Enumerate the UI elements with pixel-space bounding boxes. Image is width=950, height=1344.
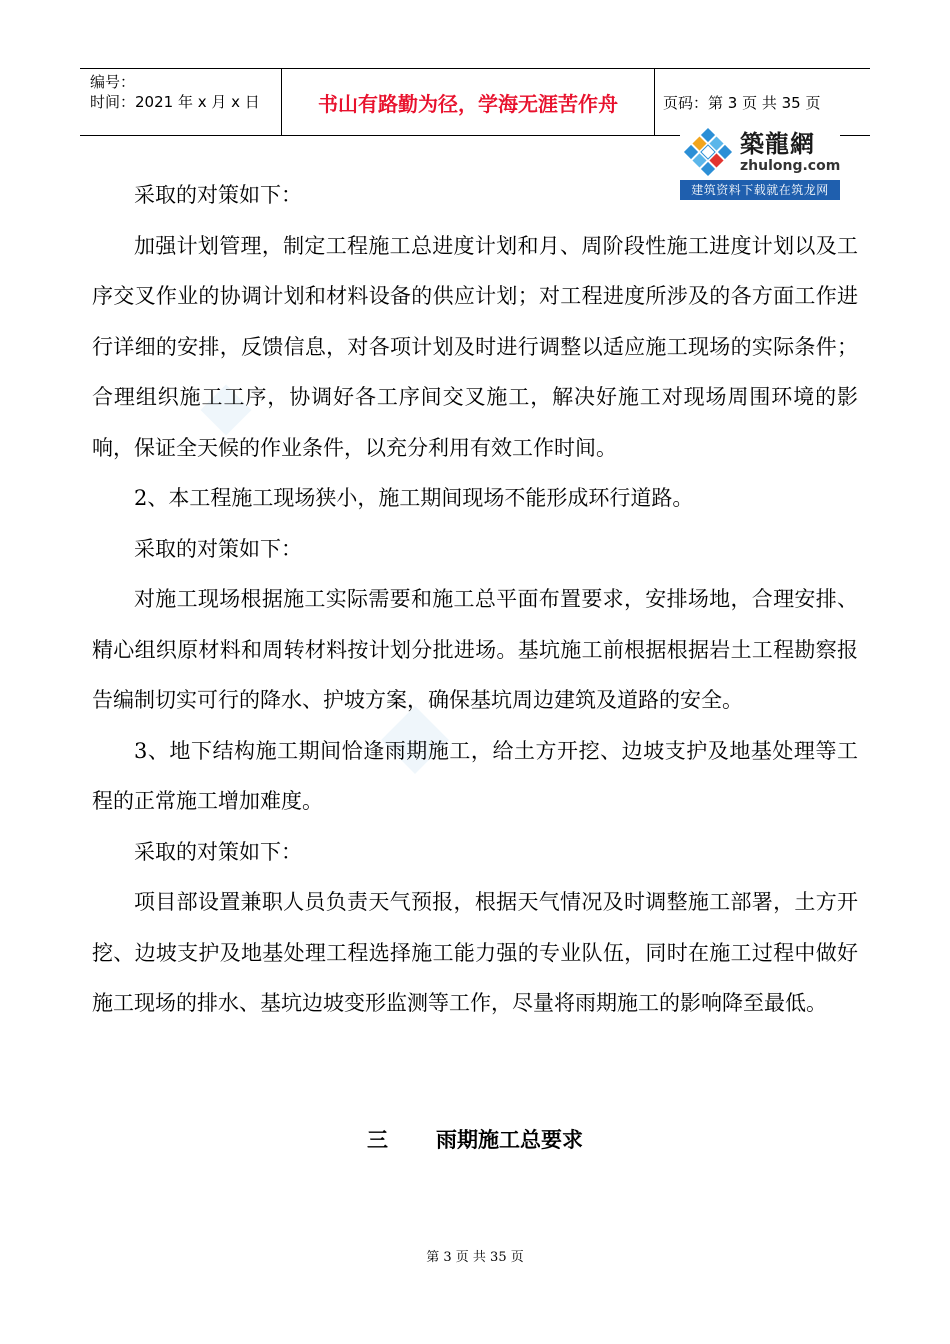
header-meta — [80, 69, 282, 135]
header-page-info: 页码：第 3 页 共 35 页 — [663, 93, 821, 112]
body-content — [92, 170, 858, 1029]
document-number-label: 编号： — [90, 73, 136, 91]
section-number: 三 — [367, 1128, 388, 1152]
header-motto: 书山有路勤为径，学海无涯苦作舟 — [282, 69, 655, 135]
page-footer: 第 3 页 共 35 页 — [426, 1250, 524, 1265]
paragraph: 采取的对策如下： — [134, 839, 302, 864]
paragraph: 3、地下结构施工期间恰逢雨期施工，给土方开挖、边坡支护及地基处理等工程的正常施工增加难度。 — [92, 738, 858, 813]
logo-name: 築龍網 — [740, 129, 815, 158]
section-title: 雨期施工总要求 — [436, 1128, 583, 1152]
paragraph: 对施工现场根据施工实际需要和施工总平面布置要求，安排场地，合理安排、精心组织原材料和周转材料按计划分批进场。基坑施工前根据根据岩土工程勘察报告编制切实可行的降水、护坡方案，确保基坑周边建筑及道路的安全。 — [92, 587, 858, 712]
logo-slogan: 建筑资料下载就在筑龙网 — [680, 180, 840, 200]
logo-url: zhulong.com — [740, 158, 841, 174]
paragraph: 项目部设置兼职人员负责天气预报，根据天气情况及时调整施工部署，土方开挖、边坡支护及地基处理工程选择施工能力强的专业队伍，同时在施工过程中做好施工现场的排水、基坑边坡变形监测等工作，尽量将雨期施工的影响降至最低。 — [92, 890, 858, 1015]
section-heading — [0, 1124, 950, 1154]
document-date: 时间：2021 年 x 月 x 日 — [90, 93, 260, 111]
paragraph: 采取的对策如下： — [134, 183, 302, 207]
paragraph: 2、本工程施工现场狭小，施工期间现场不能形成环行道路。 — [134, 486, 694, 510]
paragraph: 加强计划管理，制定工程施工总进度计划和月、周阶段性施工进度计划以及工序交叉作业的协调计划和材料设备的供应计划；对工程进度所涉及的各方面工作进行详细的安排，反馈信息，对各项计划及时进行调整以适应施工现场的实际条件；合理组织施工工序，协调好各工序间交叉施工，解决好施工对现场周围环境的影响，保证全天候的作业条件，以充分利用有效工作时间。 — [92, 233, 858, 460]
paragraph: 采取的对策如下： — [134, 536, 302, 561]
